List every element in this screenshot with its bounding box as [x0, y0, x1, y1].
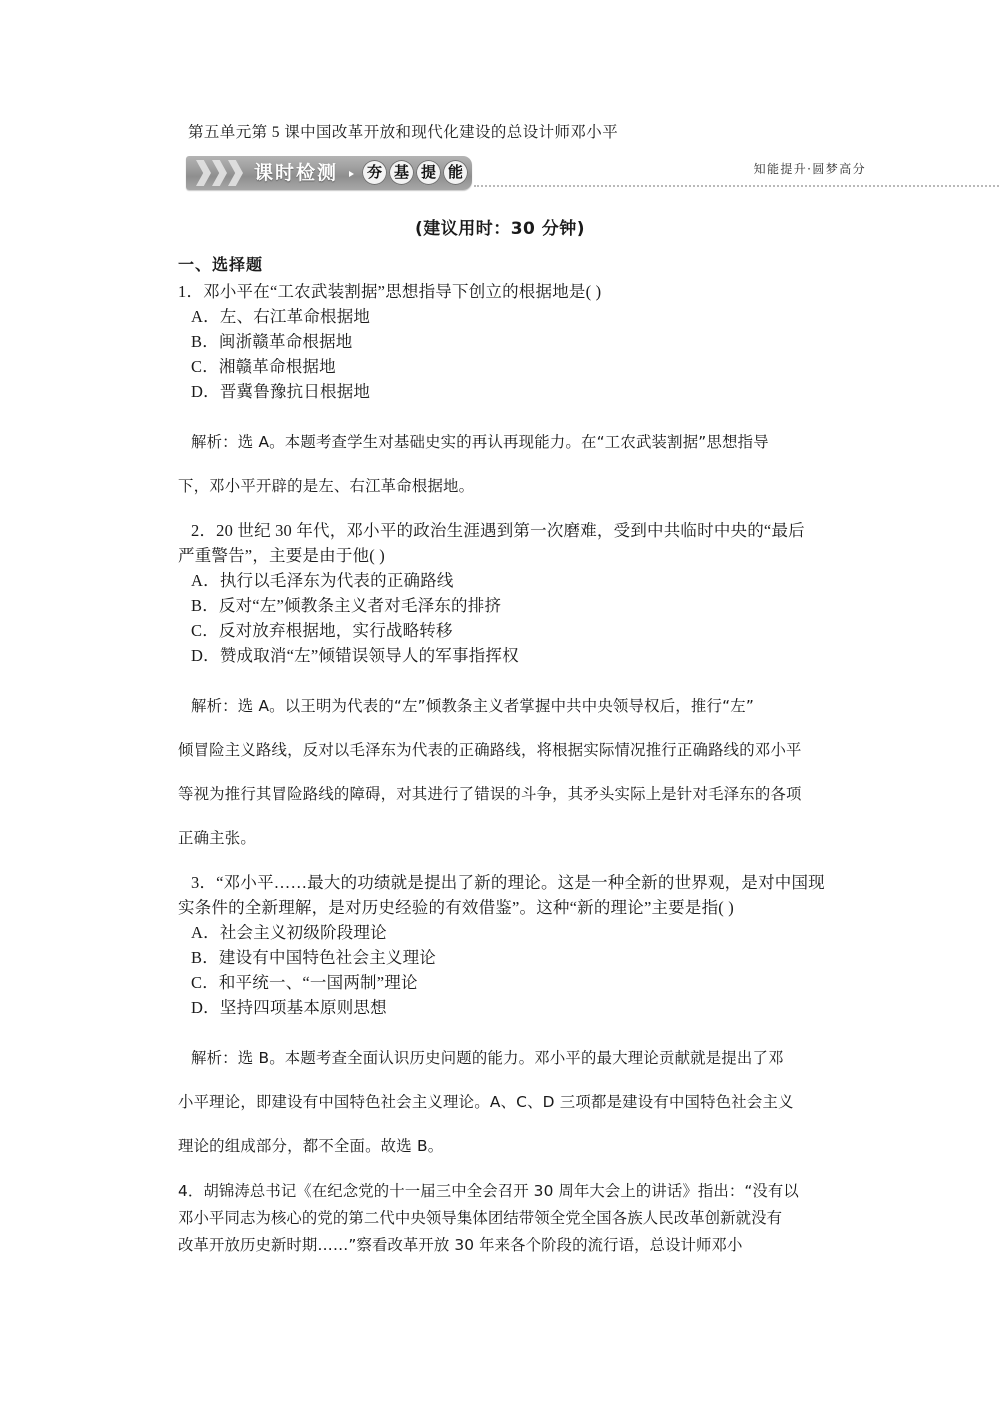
question-block [178, 870, 884, 1168]
section-banner [186, 156, 888, 196]
banner-pill: 能 [443, 160, 468, 185]
analysis-line: 理论的组成部分，都不全面。故选 B。 [178, 1137, 444, 1155]
question-stem-line: 改革开放历史新时期……”察看改革开放 30 年来各个阶段的流行语，总设计师邓小 [178, 1236, 743, 1254]
question-stem-line: 3．“邓小平……最大的功绩就是提出了新的理论。这是一种全新的世界观，是对中国现 [191, 873, 825, 892]
banner-pill: 基 [389, 160, 414, 185]
option-item: D．坚持四项基本原则思想 [191, 998, 387, 1017]
question-stem-line: 实条件的全新理解，是对历史经验的有效借鉴”。这种“新的理论”主要是指( ) [178, 898, 734, 917]
option-item: B．建设有中国特色社会主义理论 [191, 948, 437, 967]
suggested-time-note: (建议用时：30 分钟) [414, 219, 586, 239]
chevron-right-icon [228, 160, 243, 186]
option-item: A．左、右江革命根据地 [191, 307, 371, 326]
question-stem-line: 2．20 世纪 30 年代，邓小平的政治生涯遇到第一次磨难，受到中共临时中央的“最后 [191, 521, 805, 540]
banner-title: 课时检测 [254, 162, 339, 184]
question-block [178, 1178, 884, 1259]
question-stem-line: 4．胡锦涛总书记《在纪念党的十一届三中全会召开 30 周年大会上的讲话》指出：“没有以 [178, 1182, 799, 1200]
running-head: 第五单元第 5 课中国改革开放和现代化建设的总设计师邓小平 [188, 124, 619, 141]
banner-subtitle: 知能提升·圆梦高分 [753, 162, 866, 176]
question-block [178, 279, 884, 508]
question-block [178, 518, 884, 860]
analysis-line: 解析：选 A。以王明为代表的“左”倾教条主义者掌握中共中央领导权后，推行“左” [191, 697, 755, 715]
banner-pill-group [362, 160, 468, 185]
option-item: A．执行以毛泽东为代表的正确路线 [191, 571, 454, 590]
banner-bar [186, 156, 472, 190]
question-stem-line: 1．邓小平在“工农武装割据”思想指导下创立的根据地是( ) [178, 282, 602, 301]
analysis-line: 正确主张。 [178, 829, 256, 847]
option-item: D．晋冀鲁豫抗日根据地 [191, 382, 371, 401]
triangle-right-icon [349, 171, 354, 177]
option-item: C．反对放弃根据地，实行战略转移 [191, 621, 453, 640]
option-item: D．赞成取消“左”倾错误领导人的军事指挥权 [191, 646, 519, 665]
chevron-right-icon [196, 160, 211, 186]
option-item: C．和平统一、“一国两制”理论 [191, 973, 418, 992]
analysis-line: 倾冒险主义路线，反对以毛泽东为代表的正确路线，将根据实际情况推行正确路线的邓小平 [178, 741, 802, 759]
analysis-line: 解析：选 B。本题考查全面认识历史问题的能力。邓小平的最大理论贡献就是提出了邓 [191, 1049, 784, 1067]
banner-pill: 夯 [362, 160, 387, 185]
option-item: C．湘赣革命根据地 [191, 357, 336, 376]
question-stem-line: 严重警告”，主要是由于他( ) [178, 546, 385, 565]
option-item: A．社会主义初级阶段理论 [191, 923, 387, 942]
option-item: B．闽浙赣革命根据地 [191, 332, 353, 351]
analysis-line: 下，邓小平开辟的是左、右江革命根据地。 [178, 477, 475, 495]
exercise-content [178, 252, 884, 1259]
analysis-line: 解析：选 A。本题考查学生对基础史实的再认再现能力。在“工农武装割据”思想指导 [191, 433, 769, 451]
banner-pill: 提 [416, 160, 441, 185]
analysis-line: 等视为推行其冒险路线的障碍，对其进行了错误的斗争，其矛头实际上是针对毛泽东的各项 [178, 785, 802, 803]
section-heading: 一、选择题 [178, 255, 264, 274]
banner-dotted-rule [474, 185, 1000, 187]
analysis-line: 小平理论，即建设有中国特色社会主义理论。A、C、D 三项都是建设有中国特色社会主义 [178, 1093, 794, 1111]
question-stem-line: 邓小平同志为核心的党的第二代中央领导集体团结带领全党全国各族人民改革创新就没有 [178, 1209, 783, 1227]
chevron-right-icon [212, 160, 227, 186]
option-item: B．反对“左”倾教条主义者对毛泽东的排挤 [191, 596, 502, 615]
